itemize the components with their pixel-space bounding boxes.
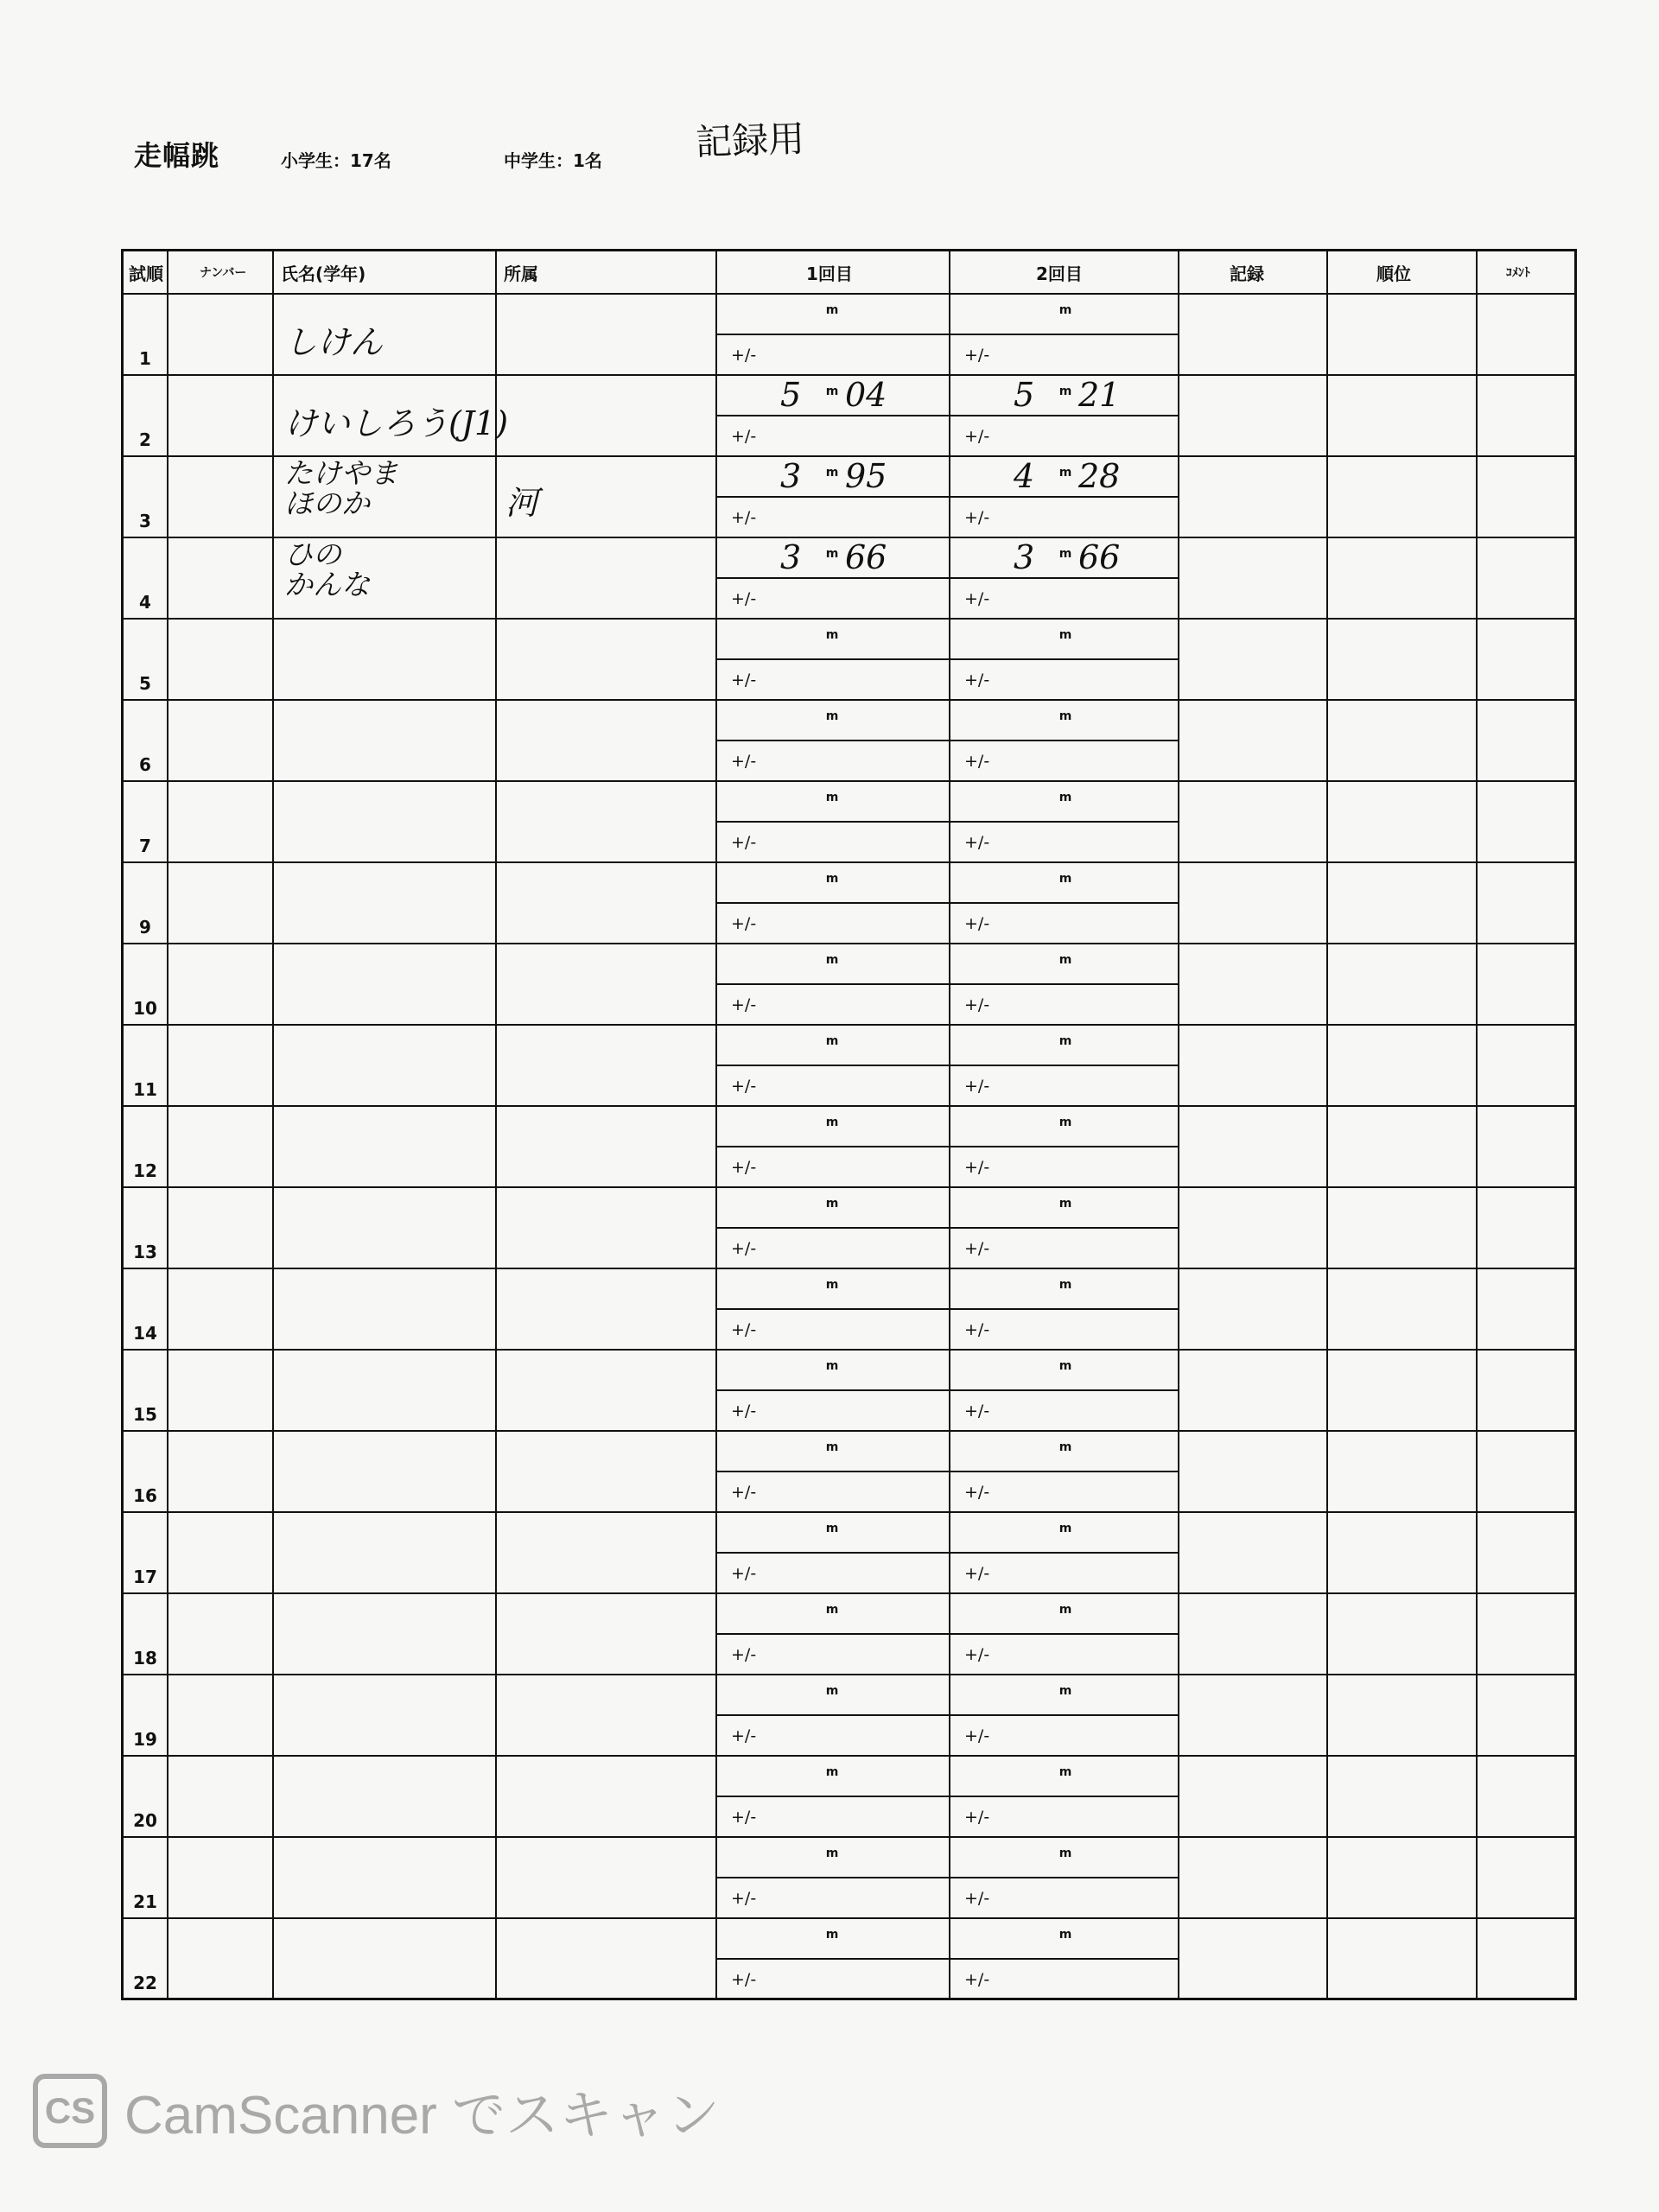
meter-unit-2: m	[1058, 1684, 1072, 1698]
wind-label-2: +/-	[964, 1320, 990, 1339]
attempt1-centimeters: 04	[845, 376, 887, 414]
attempt-subdivider	[715, 1714, 1178, 1716]
meter-unit-1: m	[825, 1278, 839, 1292]
meter-unit-2: m	[1058, 1440, 1072, 1454]
wind-label-2: +/-	[964, 427, 990, 446]
column-divider	[949, 251, 950, 1998]
column-divider	[715, 251, 717, 1998]
trial-number: 13	[133, 1242, 157, 1262]
attempt-subdivider	[715, 1958, 1178, 1960]
wind-label-2: +/-	[964, 671, 990, 690]
wind-label-2: +/-	[964, 1726, 990, 1745]
wind-label-1: +/-	[731, 346, 757, 365]
wind-label-1: +/-	[731, 1726, 757, 1745]
meter-unit-2: m	[1058, 1847, 1072, 1860]
trial-number: 6	[139, 754, 151, 775]
row-divider	[124, 1186, 1574, 1188]
meter-unit-2: m	[1058, 1765, 1072, 1779]
trial-number: 22	[133, 1973, 157, 1993]
attempt-subdivider	[715, 415, 1178, 416]
attempt-subdivider	[715, 1146, 1178, 1147]
attempt-subdivider	[715, 1389, 1178, 1391]
wind-label-1: +/-	[731, 671, 757, 690]
wind-label-1: +/-	[731, 1808, 757, 1827]
trial-number: 18	[133, 1648, 157, 1669]
meter-unit-2: m	[1058, 1197, 1072, 1211]
meter-unit-2: m	[1058, 303, 1072, 317]
meter-unit-1: m	[825, 872, 839, 886]
wind-label-2: +/-	[964, 1808, 990, 1827]
row-divider	[124, 1105, 1574, 1107]
meter-unit-1: m	[825, 1034, 839, 1048]
attempt-subdivider	[715, 821, 1178, 823]
trial-number: 17	[133, 1567, 157, 1587]
row-divider	[124, 780, 1574, 782]
wind-label-2: +/-	[964, 1402, 990, 1421]
attempt2-centimeters: 66	[1078, 538, 1121, 576]
column-divider	[495, 251, 497, 1998]
trial-number: 19	[133, 1729, 157, 1750]
wind-label-1: +/-	[731, 1970, 757, 1989]
trial-number: 9	[139, 917, 151, 938]
wind-label-1: +/-	[731, 1239, 757, 1258]
row-divider	[124, 861, 1574, 863]
sheet-purpose-handwritten: 記録用	[695, 117, 805, 164]
wind-label-2: +/-	[964, 1483, 990, 1502]
row-divider	[124, 1268, 1574, 1269]
meter-unit-2: m	[1058, 1359, 1072, 1373]
attempt1-meters: 3	[780, 538, 802, 576]
attempt-subdivider	[715, 577, 1178, 579]
attempt-subdivider	[715, 1227, 1178, 1229]
attempt1-meters: 5	[780, 376, 802, 414]
trial-number: 14	[133, 1323, 157, 1344]
meter-unit-2: m	[1058, 1603, 1072, 1617]
meter-unit-2: m	[1058, 628, 1072, 642]
wind-label-2: +/-	[964, 1158, 990, 1177]
meter-unit-1: m	[825, 791, 839, 804]
row-divider	[124, 1511, 1574, 1513]
wind-label-2: +/-	[964, 995, 990, 1014]
col-attempt1-header: 1回目	[806, 263, 853, 284]
wind-label-1: +/-	[731, 1158, 757, 1177]
wind-label-1: +/-	[731, 589, 757, 608]
row-divider	[124, 699, 1574, 701]
event-title: 走幅跳	[134, 139, 220, 172]
wind-label-1: +/-	[731, 1320, 757, 1339]
attempt-subdivider	[715, 1877, 1178, 1878]
attempt-subdivider	[715, 983, 1178, 985]
wind-label-1: +/-	[731, 1402, 757, 1421]
trial-number: 1	[139, 348, 151, 369]
junior-high-count: 中学生：1名	[504, 150, 602, 171]
row-divider	[124, 618, 1574, 620]
attempt1-centimeters: 95	[845, 457, 887, 495]
trial-number: 21	[133, 1891, 157, 1912]
attempt2-meters: 5	[1014, 376, 1035, 414]
attempt2-centimeters: 21	[1078, 376, 1121, 414]
attempt1-centimeters: 66	[845, 538, 887, 576]
attempt1-meters: 3	[780, 457, 802, 495]
meter-unit-2: m	[1058, 547, 1072, 561]
attempt-subdivider	[715, 1633, 1178, 1635]
meter-unit-2: m	[1058, 709, 1072, 723]
attempt-subdivider	[715, 1471, 1178, 1472]
column-divider	[1178, 251, 1179, 1998]
trial-number: 5	[139, 673, 151, 694]
wind-label-2: +/-	[964, 752, 990, 771]
meter-unit-2: m	[1058, 1522, 1072, 1535]
meter-unit-1: m	[825, 385, 839, 398]
wind-label-1: +/-	[731, 914, 757, 933]
attempt-subdivider	[715, 902, 1178, 904]
meter-unit-1: m	[825, 1116, 839, 1129]
trial-number: 16	[133, 1485, 157, 1506]
col-comment-header: ｺﾒﾝﾄ	[1506, 266, 1530, 280]
column-divider	[1326, 251, 1328, 1998]
wind-label-2: +/-	[964, 1645, 990, 1664]
meter-unit-1: m	[825, 953, 839, 967]
meter-unit-2: m	[1058, 1278, 1072, 1292]
wind-label-2: +/-	[964, 914, 990, 933]
wind-label-2: +/-	[964, 1239, 990, 1258]
row-divider	[124, 1755, 1574, 1757]
col-record-header: 記録	[1230, 263, 1264, 284]
attempt-subdivider	[715, 1308, 1178, 1310]
wind-label-2: +/-	[964, 1889, 990, 1908]
meter-unit-1: m	[825, 1522, 839, 1535]
row-divider	[124, 1836, 1574, 1838]
trial-number: 11	[133, 1079, 157, 1100]
attempt2-meters: 3	[1014, 538, 1035, 576]
meter-unit-1: m	[825, 1765, 839, 1779]
watermark	[33, 2072, 720, 2149]
wind-label-1: +/-	[731, 427, 757, 446]
wind-label-1: +/-	[731, 995, 757, 1014]
trial-number: 4	[139, 592, 151, 613]
meter-unit-2: m	[1058, 466, 1072, 480]
row-divider	[124, 1917, 1574, 1919]
row-divider	[124, 1349, 1574, 1351]
attempt-subdivider	[715, 1552, 1178, 1554]
meter-unit-2: m	[1058, 953, 1072, 967]
meter-unit-1: m	[825, 303, 839, 317]
meter-unit-1: m	[825, 628, 839, 642]
column-divider	[1476, 251, 1478, 1998]
meter-unit-1: m	[825, 709, 839, 723]
wind-label-1: +/-	[731, 1483, 757, 1502]
record-table	[121, 249, 1577, 2000]
wind-label-1: +/-	[731, 1889, 757, 1908]
meter-unit-1: m	[825, 547, 839, 561]
wind-label-2: +/-	[964, 1077, 990, 1096]
wind-label-1: +/-	[731, 1077, 757, 1096]
elementary-count: 小学生：17名	[281, 150, 391, 171]
header-divider	[124, 293, 1574, 295]
attempt-subdivider	[715, 1065, 1178, 1066]
attempt-subdivider	[715, 496, 1178, 498]
wind-label-2: +/-	[964, 1564, 990, 1583]
wind-label-2: +/-	[964, 508, 990, 527]
meter-unit-2: m	[1058, 385, 1072, 398]
row-divider	[124, 1674, 1574, 1675]
meter-unit-2: m	[1058, 1116, 1072, 1129]
camscanner-logo-icon: CS	[33, 2074, 107, 2148]
trial-number: 3	[139, 511, 151, 531]
meter-unit-1: m	[825, 1440, 839, 1454]
col-affiliation-header: 所属	[504, 263, 538, 284]
athlete-name: たけやま ほのか	[284, 456, 398, 520]
meter-unit-2: m	[1058, 791, 1072, 804]
trial-number: 20	[133, 1810, 157, 1831]
athlete-name: けいしろう(J1)	[284, 404, 509, 442]
row-divider	[124, 1430, 1574, 1432]
wind-label-1: +/-	[731, 752, 757, 771]
attempt-subdivider	[715, 1796, 1178, 1797]
meter-unit-1: m	[825, 466, 839, 480]
wind-label-2: +/-	[964, 346, 990, 365]
wind-label-2: +/-	[964, 1970, 990, 1989]
attempt-subdivider	[715, 740, 1178, 741]
watermark-text: CamScanner でスキャン	[124, 2086, 721, 2145]
meter-unit-2: m	[1058, 872, 1072, 886]
col-rank-header: 順位	[1376, 263, 1411, 284]
meter-unit-1: m	[825, 1359, 839, 1373]
column-divider	[167, 251, 168, 1998]
column-divider	[272, 251, 274, 1998]
meter-unit-2: m	[1058, 1034, 1072, 1048]
meter-unit-1: m	[825, 1603, 839, 1617]
meter-unit-2: m	[1058, 1928, 1072, 1942]
row-divider	[124, 1592, 1574, 1594]
row-divider	[124, 943, 1574, 944]
athlete-name: ひの かんな	[284, 537, 370, 601]
attempt2-centimeters: 28	[1078, 457, 1121, 495]
attempt2-meters: 4	[1014, 457, 1035, 495]
wind-label-1: +/-	[731, 508, 757, 527]
trial-number: 12	[133, 1160, 157, 1181]
meter-unit-1: m	[825, 1684, 839, 1698]
meter-unit-1: m	[825, 1847, 839, 1860]
trial-number: 15	[133, 1404, 157, 1425]
trial-number: 7	[139, 836, 151, 856]
trial-number: 2	[139, 429, 151, 450]
col-number-header: ナンバー	[200, 266, 247, 280]
trial-number: 10	[133, 998, 157, 1019]
col-name-header: 氏名(学年)	[281, 263, 366, 284]
wind-label-2: +/-	[964, 589, 990, 608]
attempt-subdivider	[715, 334, 1178, 335]
athlete-name: しけん	[284, 323, 384, 361]
row-divider	[124, 1024, 1574, 1026]
affiliation: 河	[505, 484, 539, 522]
meter-unit-1: m	[825, 1928, 839, 1942]
col-attempt2-header: 2回目	[1036, 263, 1083, 284]
wind-label-1: +/-	[731, 1564, 757, 1583]
wind-label-1: +/-	[731, 1645, 757, 1664]
meter-unit-1: m	[825, 1197, 839, 1211]
wind-label-1: +/-	[731, 833, 757, 852]
attempt-subdivider	[715, 658, 1178, 660]
col-trial-header: 試順	[129, 263, 163, 284]
wind-label-2: +/-	[964, 833, 990, 852]
